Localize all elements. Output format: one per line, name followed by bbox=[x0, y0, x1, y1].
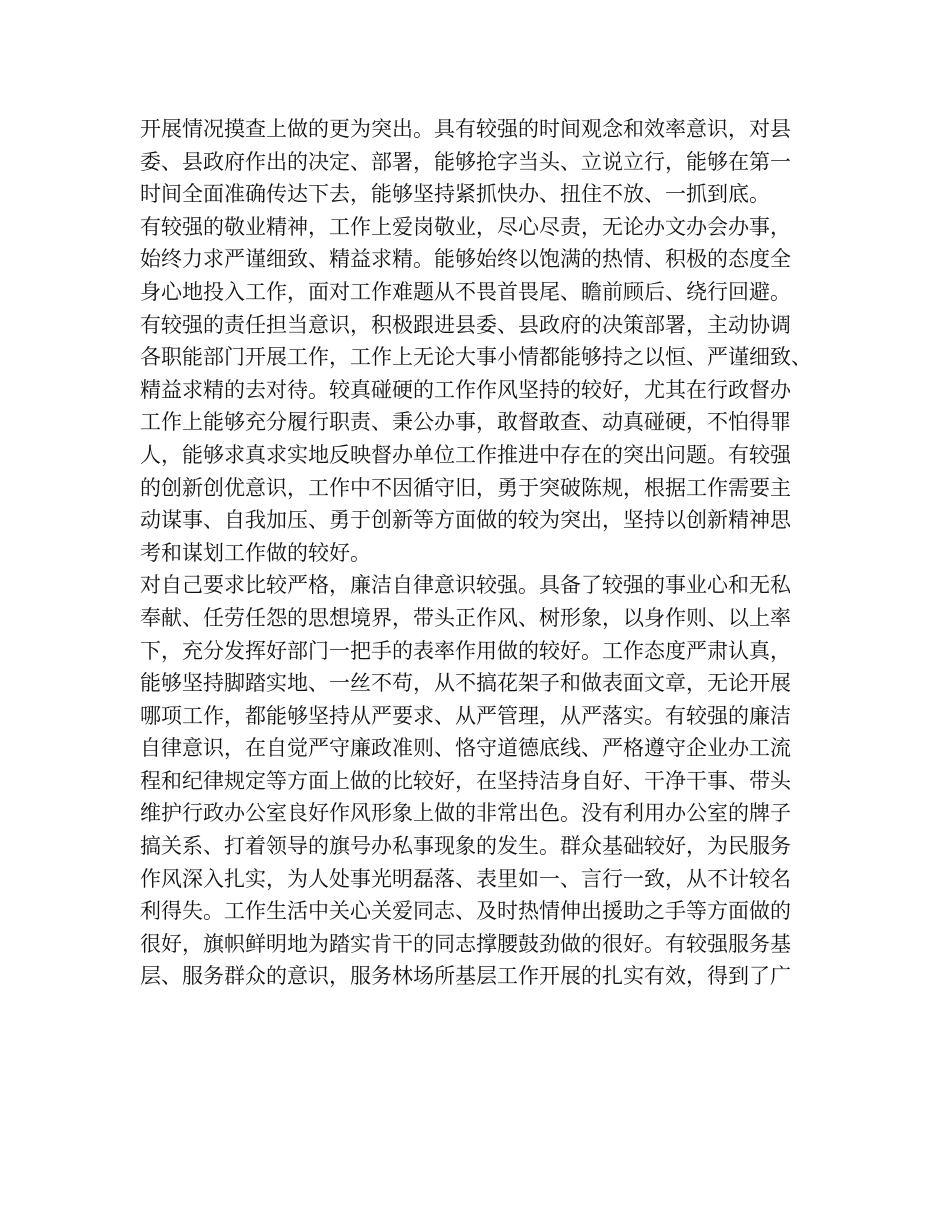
text-line: 时间全面准确传达下去，能够坚持紧抓快办、扭住不放、一抓到底。 bbox=[140, 182, 770, 207]
text-line: 各职能部门开展工作，工作上无论大事小情都能够持之以恒、严谨细致、 bbox=[140, 345, 812, 370]
text-line: 对自己要求比较严格，廉洁自律意识较强。具备了较强的事业心和无私 bbox=[140, 573, 791, 598]
text-line: 搞关系、打着领导的旗号办私事现象的发生。群众基础较好，为民服务 bbox=[140, 834, 791, 859]
text-line: 委、县政府作出的决定、部署，能够抢字当头、立说立行，能够在第一 bbox=[140, 149, 791, 174]
text-line: 奉献、任劳任怨的思想境界，带头正作风、树形象，以身作则、以上率 bbox=[140, 605, 791, 630]
text-line: 能够坚持脚踏实地、一丝不苟，从不搞花架子和做表面文章，无论开展 bbox=[140, 671, 791, 696]
text-line: 自律意识，在自觉严守廉政准则、恪守道德底线、严格遵守企业办工流 bbox=[140, 736, 791, 761]
text-line: 开展情况摸查上做的更为突出。具有较强的时间观念和效率意识，对县 bbox=[140, 117, 791, 141]
body-text bbox=[140, 113, 830, 993]
text-line: 利得失。工作生活中关心关爱同志、及时热情伸出援助之手等方面做的 bbox=[140, 899, 791, 924]
text-line: 程和纪律规定等方面上做的比较好，在坚持洁身自好、干净干事、带头 bbox=[140, 768, 791, 793]
text-line: 精益求精的去对待。较真碰硬的工作作风坚持的较好，尤其在行政督办 bbox=[140, 377, 791, 402]
text-line: 下，充分发挥好部门一把手的表率作用做的较好。工作态度严肃认真， bbox=[140, 638, 791, 663]
text-line: 动谋事、自我加压、勇于创新等方面做的较为突出，坚持以创新精神思 bbox=[140, 508, 791, 533]
text-line: 身心地投入工作，面对工作难题从不畏首畏尾、瞻前顾后、绕行回避。 bbox=[140, 279, 791, 304]
text-line: 的创新创优意识，工作中不因循守旧，勇于突破陈规，根据工作需要主 bbox=[140, 475, 791, 500]
text-line: 有较强的责任担当意识，积极跟进县委、县政府的决策部署，主动协调 bbox=[140, 312, 791, 337]
text-line: 层、服务群众的意识，服务林场所基层工作开展的扎实有效，得到了广 bbox=[140, 964, 791, 989]
text-line: 始终力求严谨细致、精益求精。能够始终以饱满的热情、积极的态度全 bbox=[140, 247, 791, 272]
text-line: 考和谋划工作做的较好。 bbox=[140, 540, 371, 565]
text-line: 维护行政办公室良好作风形象上做的非常出色。没有利用办公室的牌子 bbox=[140, 801, 791, 826]
text-line: 有较强的敬业精神，工作上爱岗敬业，尽心尽责，无论办文办会办事， bbox=[140, 214, 791, 239]
text-line: 作风深入扎实，为人处事光明磊落、表里如一、言行一致，从不计较名 bbox=[140, 866, 791, 891]
text-line: 人，能够求真求实地反映督办单位工作推进中存在的突出问题。有较强 bbox=[140, 442, 791, 467]
text-line: 很好，旗帜鲜明地为踏实肯干的同志撑腰鼓劲做的很好。有较强服务基 bbox=[140, 931, 791, 956]
text-line: 哪项工作，都能够坚持从严要求、从严管理，从严落实。有较强的廉洁 bbox=[140, 703, 791, 728]
text-line: 工作上能够充分履行职责、秉公办事，敢督敢查、动真碰硬，不怕得罪 bbox=[140, 410, 791, 435]
